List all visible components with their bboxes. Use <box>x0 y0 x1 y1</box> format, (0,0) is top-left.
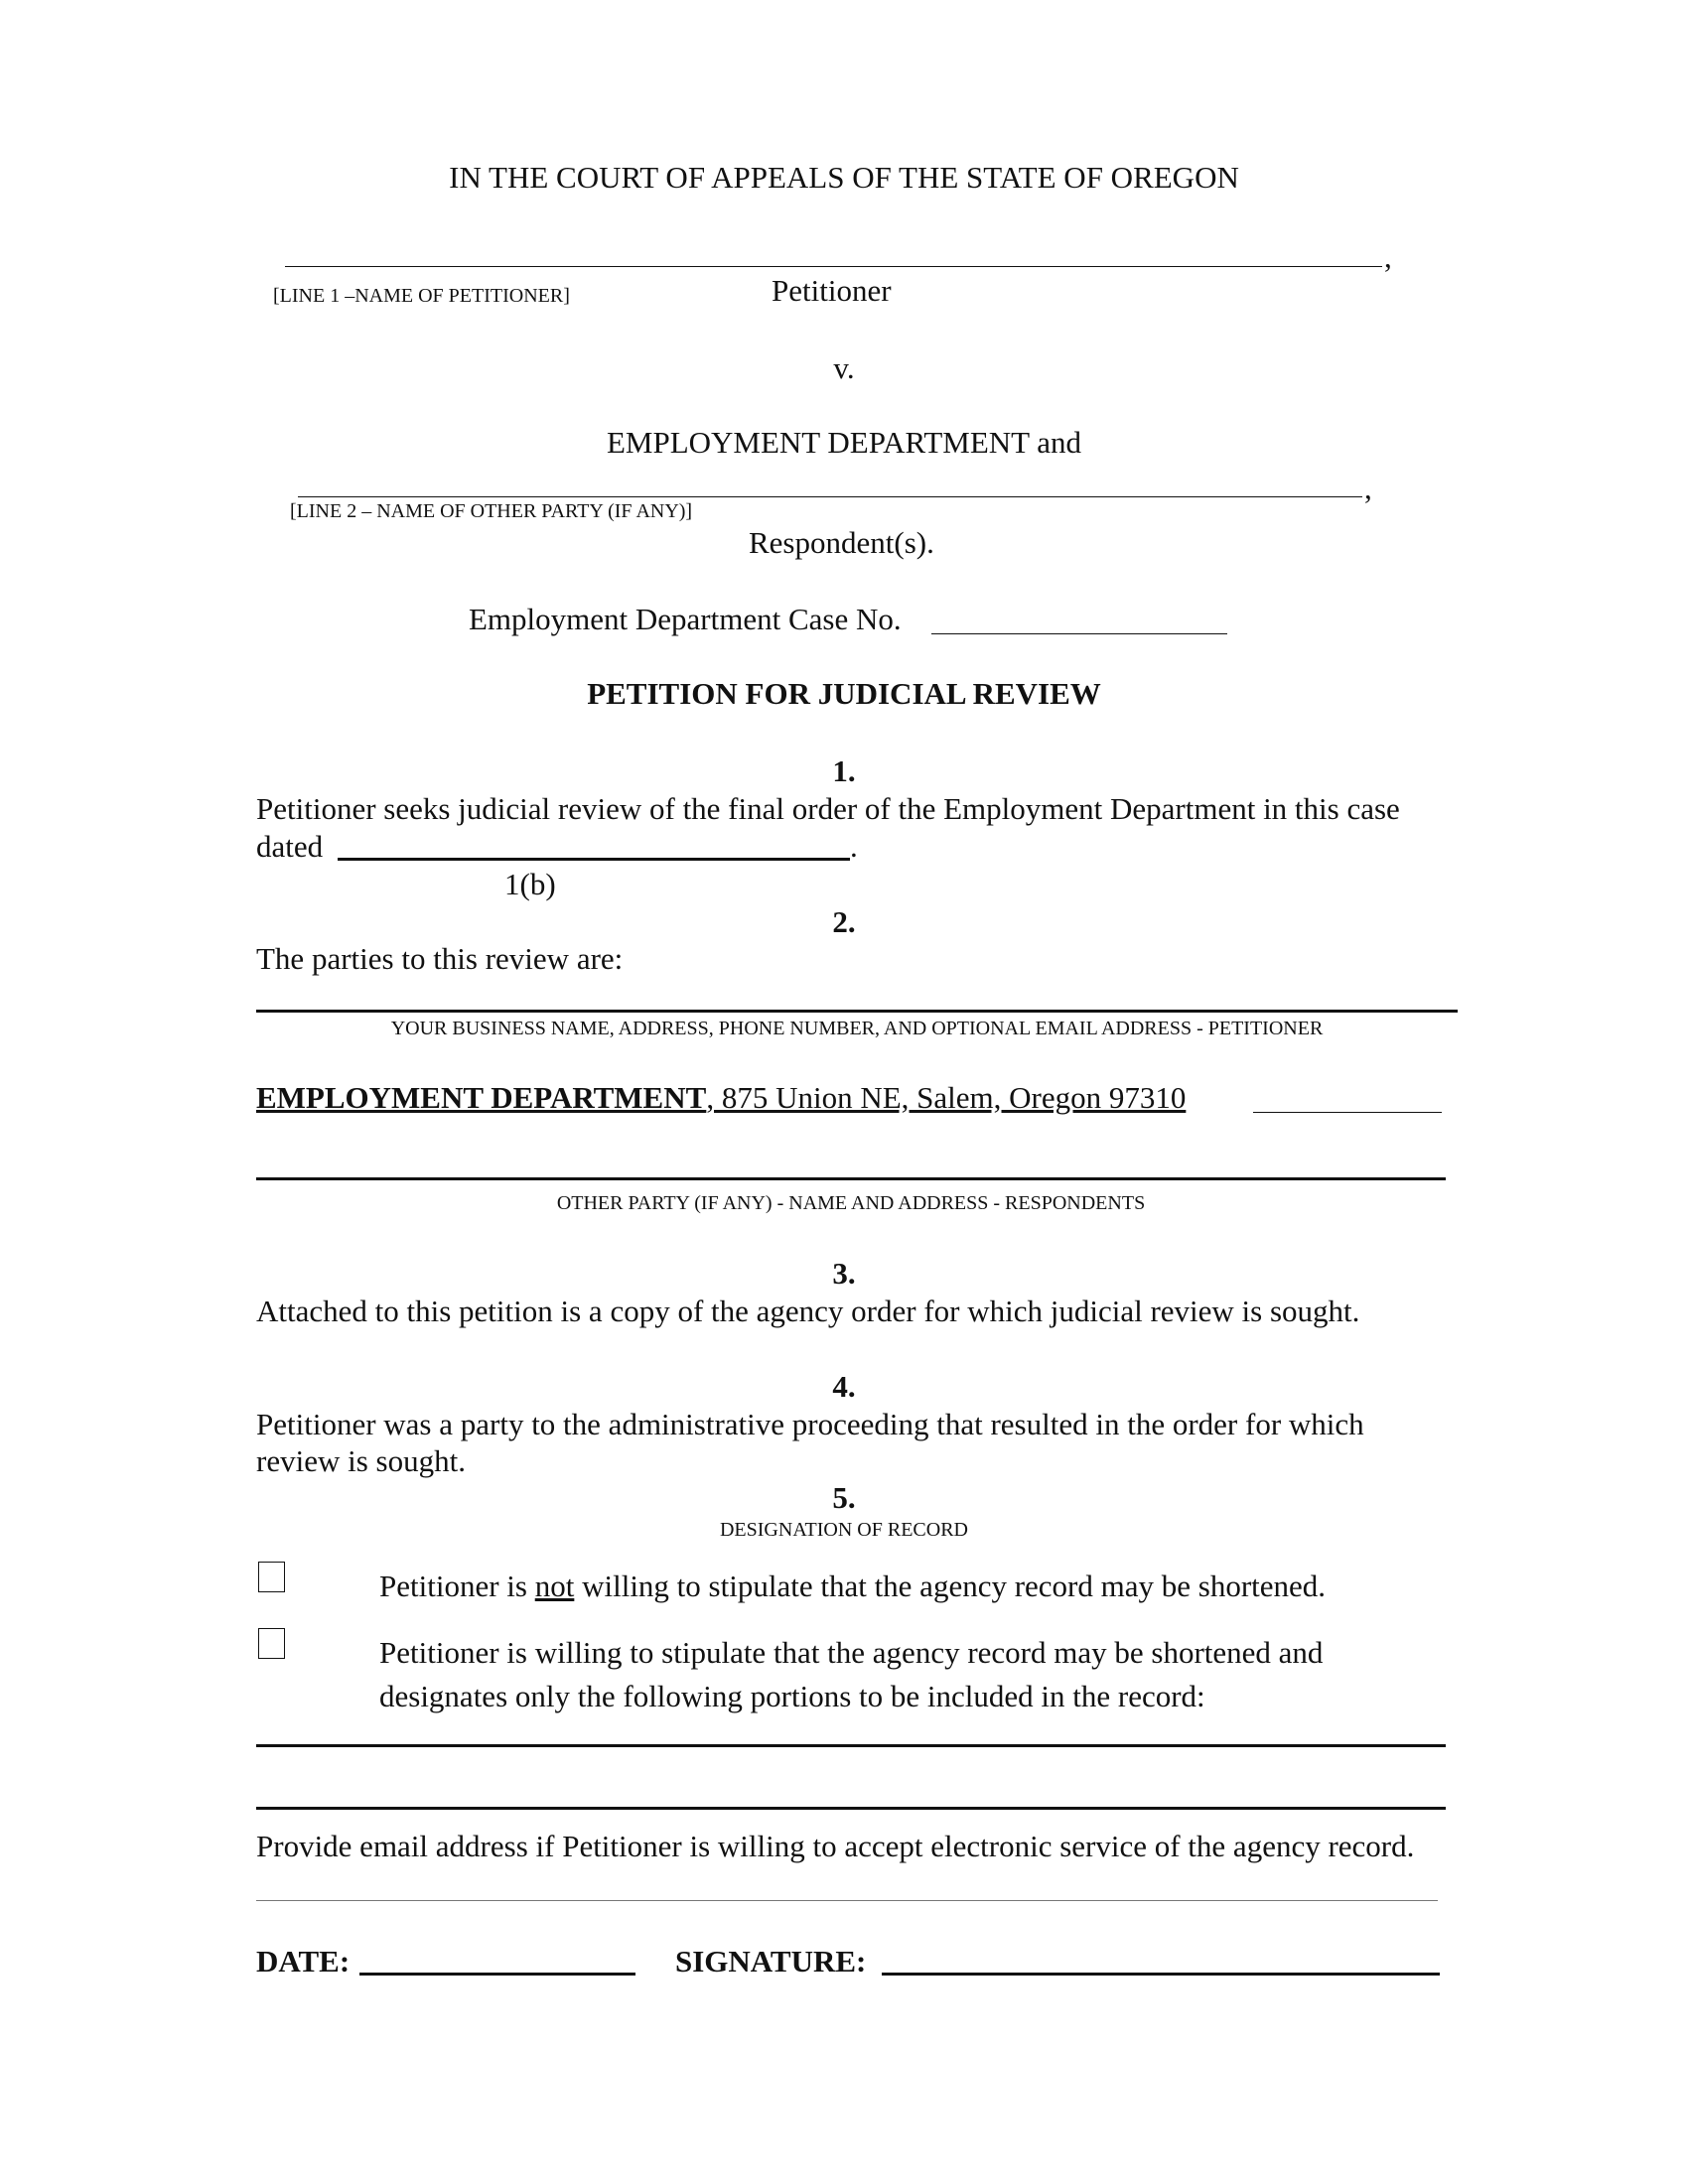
petitioner-info-line[interactable] <box>256 1010 1458 1013</box>
email-line[interactable] <box>256 1900 1438 1901</box>
petitioner-label: Petitioner <box>772 273 892 308</box>
record-portions-line-1[interactable] <box>256 1744 1446 1747</box>
petitioner-info-caption: YOUR BUSINESS NAME, ADDRESS, PHONE NUMBER, AND OPTIONAL EMAIL ADDRESS - PETITIONER <box>390 1018 1324 1039</box>
petitioner-name-line[interactable] <box>285 266 1382 267</box>
date-label: DATE: <box>256 1944 351 1979</box>
signature-label: SIGNATURE: <box>675 1944 867 1979</box>
other-party-line[interactable] <box>298 496 1362 497</box>
option-willing-line1: Petitioner is willing to stipulate that the agency record may be shortened and <box>379 1635 1324 1670</box>
line1-label: [LINE 1 –NAME OF PETITIONER] <box>273 285 570 307</box>
other-party-info-caption: OTHER PARTY (IF ANY) - NAME AND ADDRESS - RESPONDENTS <box>556 1192 1146 1214</box>
section-4-text-line2: review is sought. <box>256 1443 466 1478</box>
petitioner-comma: , <box>1384 239 1392 274</box>
option-not-willing <box>379 1568 1326 1605</box>
order-date-line[interactable] <box>338 858 850 861</box>
not-willing-checkbox[interactable] <box>258 1562 285 1592</box>
section-4-number: 4. <box>832 1369 856 1404</box>
option-not-willing-post: willing to stipulate that the agency record may be shortened. <box>574 1569 1327 1603</box>
agency-street: , 875 Union NE, Salem, Oregon 97310 <box>706 1080 1187 1115</box>
section-3-number: 3. <box>832 1256 856 1291</box>
case-no-label: Employment Department Case No. <box>469 602 902 636</box>
option-not-willing-pre: Petitioner is <box>379 1569 535 1603</box>
email-instruction: Provide email address if Petitioner is willing to accept electronic service of the agency record. <box>256 1829 1415 1863</box>
section-5-number: 5. <box>832 1480 856 1515</box>
document-title: PETITION FOR JUDICIAL REVIEW <box>587 676 1101 711</box>
other-party-info-line[interactable] <box>256 1177 1446 1180</box>
signature-line[interactable] <box>882 1973 1440 1976</box>
section-1-sublabel: 1(b) <box>504 867 556 901</box>
court-title: IN THE COURT OF APPEALS OF THE STATE OF OREGON <box>449 160 1239 195</box>
respondent-name: EMPLOYMENT DEPARTMENT and <box>606 425 1082 460</box>
date-line[interactable] <box>359 1973 635 1976</box>
section-1-dated: dated <box>256 829 324 864</box>
versus: v. <box>833 350 855 385</box>
other-party-comma: , <box>1364 471 1372 505</box>
line2-label: [LINE 2 – NAME OF OTHER PARTY (IF ANY)] <box>290 500 693 522</box>
case-no-line[interactable] <box>931 633 1227 634</box>
designation-heading: DESIGNATION OF RECORD <box>719 1519 968 1541</box>
option-willing-line2: designates only the following portions to be included in the record: <box>379 1679 1205 1713</box>
section-1-text: Petitioner seeks judicial review of the final order of the Employment Department in this case <box>256 791 1400 826</box>
section-2-number: 2. <box>832 904 856 939</box>
option-not-word: not <box>534 1569 575 1603</box>
agency-name: EMPLOYMENT DEPARTMENT <box>256 1080 707 1115</box>
section-3-text: Attached to this petition is a copy of the agency order for which judicial review is sought. <box>256 1294 1360 1328</box>
section-1-number: 1. <box>832 753 856 788</box>
section-2-text: The parties to this review are: <box>256 941 624 976</box>
section-4-text-line1: Petitioner was a party to the administrative proceeding that resulted in the order for which <box>256 1407 1364 1441</box>
agency-address <box>256 1079 1186 1117</box>
section-1-period: . <box>850 829 858 864</box>
willing-checkbox[interactable] <box>258 1628 285 1659</box>
agency-underline-extension <box>1253 1112 1442 1113</box>
respondents-label: Respondent(s). <box>749 525 934 560</box>
record-portions-line-2[interactable] <box>256 1807 1446 1810</box>
